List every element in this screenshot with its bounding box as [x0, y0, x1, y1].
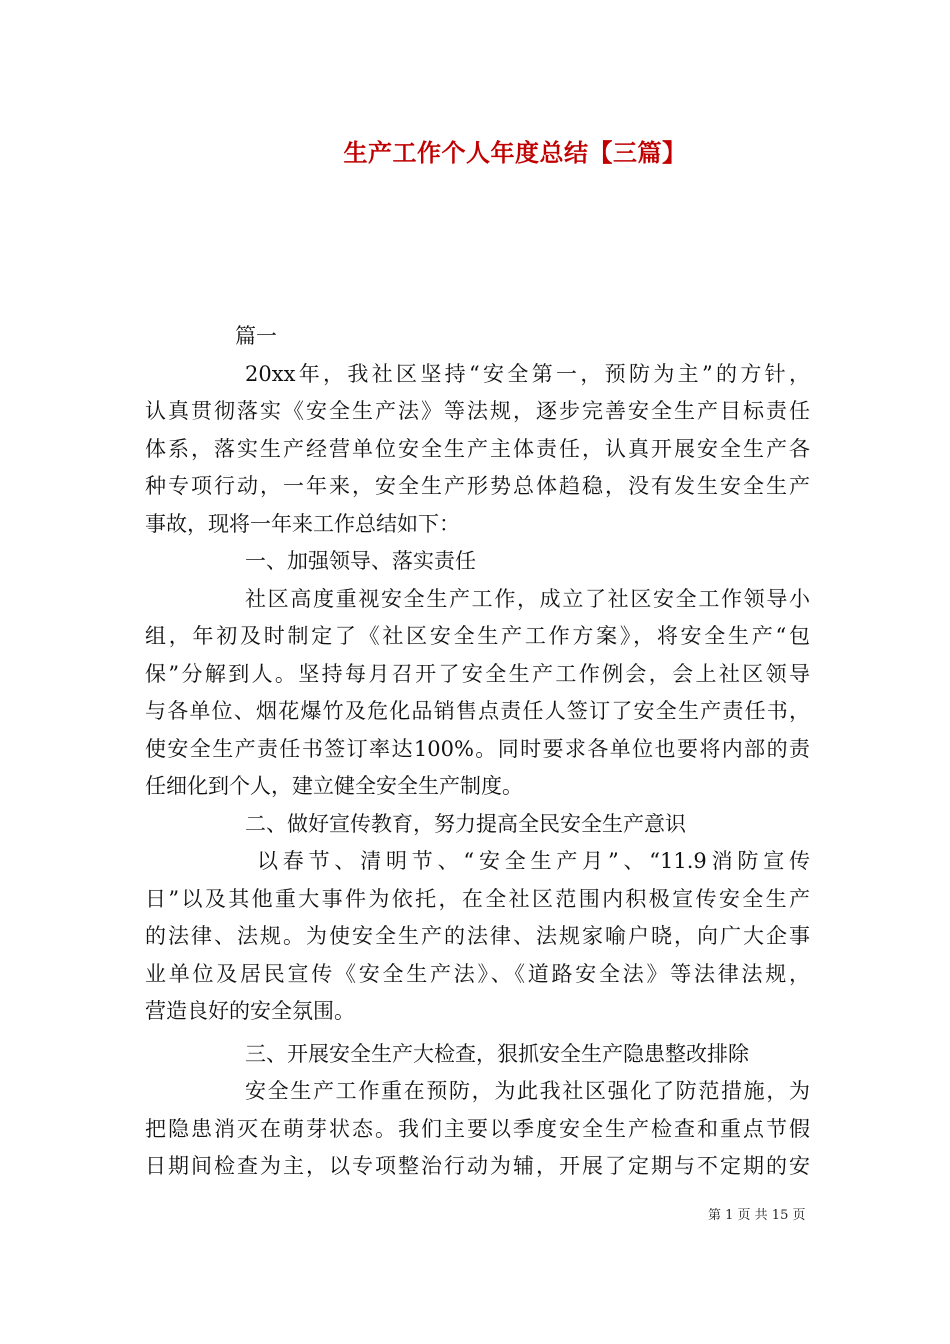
document-title: 生产工作个人年度总结【三篇】	[343, 138, 687, 167]
section-heading: 一、加强领导、落实责任	[245, 549, 476, 573]
paragraph-line: 组，年初及时制定了《社区安全生产工作方案》，将安全生产“包	[145, 624, 810, 648]
paragraph-line: 社区高度重视安全生产工作，成立了社区安全工作领导小	[245, 586, 810, 611]
paragraph-line: 事故，现将一年来工作总结如下：	[145, 511, 460, 536]
paragraph-line: 的法律、法规。为使安全生产的法律、法规家喻户晓，向广大企事	[145, 924, 810, 948]
page-number: 第 1 页 共 15 页	[708, 1208, 806, 1223]
paragraph-line: 以春节、清明节、“安全生产月”、“11.9消防宣传	[257, 849, 810, 873]
section-heading: 二、做好宣传教育，努力提高全民安全生产意识	[245, 811, 686, 836]
paragraph-line: 认真贯彻落实《安全生产法》等法规，逐步完善安全生产目标责任	[145, 399, 810, 423]
paragraph-line: 安全生产工作重在预防，为此我社区强化了防范措施，为	[245, 1079, 810, 1103]
paragraph-line: 20xx年，我社区坚持“安全第一，预防为主”的方针，	[245, 361, 810, 386]
section-heading: 三、开展安全生产大检查，狠抓安全生产隐患整改排除	[245, 1041, 749, 1066]
paragraph-line: 体系，落实生产经营单位安全生产主体责任，认真开展安全生产各	[145, 436, 810, 461]
paragraph-line: 保”分解到人。坚持每月召开了安全生产工作例会，会上社区领导	[145, 661, 810, 686]
paragraph-line: 任细化到个人，建立健全安全生产制度。	[145, 774, 523, 798]
document-body	[145, 318, 810, 1186]
paragraph-line: 使安全生产责任书签订率达100%。同时要求各单位也要将内部的责	[145, 736, 810, 761]
paragraph-line: 业单位及居民宣传《安全生产法》、《道路安全法》等法律法规，	[145, 961, 810, 986]
paragraph-line: 种专项行动，一年来，安全生产形势总体趋稳，没有发生安全生产	[145, 474, 810, 498]
paragraph-line: 日”以及其他重大事件为依托，在全社区范围内积极宣传安全生产	[145, 886, 810, 911]
paragraph-line: 与各单位、烟花爆竹及危化品销售点责任人签订了安全生产责任书，	[145, 699, 810, 723]
paragraph-line: 营造良好的安全氛围。	[145, 999, 355, 1023]
paragraph-line: 把隐患消灭在萌芽状态。我们主要以季度安全生产检查和重点节假	[145, 1116, 810, 1141]
section-heading-part-one: 篇一	[235, 324, 277, 348]
paragraph-line: 日期间检查为主，以专项整治行动为辅，开展了定期与不定期的安	[145, 1154, 810, 1178]
